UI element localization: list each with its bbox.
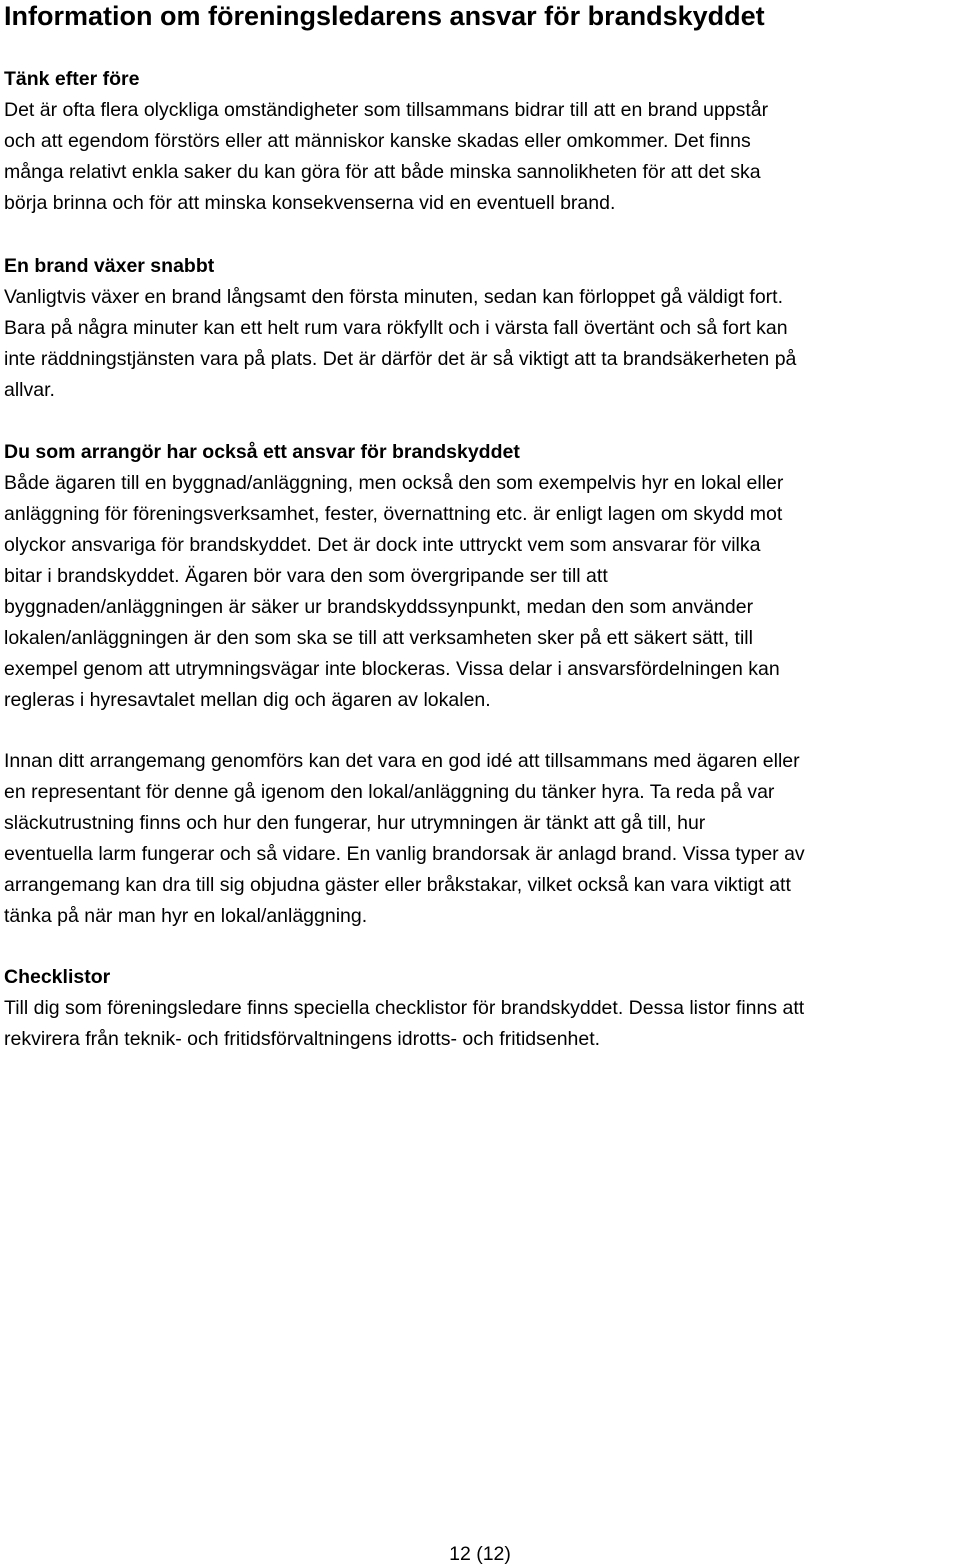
section-heading: Tänk efter före (4, 68, 140, 90)
section-before-event (4, 746, 958, 932)
paragraph-line: rekvirera från teknik- och fritidsförvaltningens idrotts- och fritidsenhet. (4, 1028, 601, 1050)
paragraph-line: en representant för denne gå igenom den lokal/anläggning du tänker hyra. Ta reda på var (4, 781, 775, 803)
paragraph-line: eventuella larm fungerar och så vidare. En vanlig brandorsak är anlagd brand. Vissa typer av (4, 843, 805, 865)
section-heading: Checklistor (4, 966, 111, 988)
section-checklists (4, 962, 958, 1055)
paragraph-line: regleras i hyresavtalet mellan dig och ägaren av lokalen. (4, 689, 491, 711)
paragraph-line: Till dig som föreningsledare finns speciella checklistor för brandskyddet. Dessa listor finns att (4, 997, 805, 1019)
section-paragraph (4, 746, 958, 932)
paragraph-line: olyckor ansvariga för brandskyddet. Det är dock inte uttryckt vem som ansvarar för vilka (4, 534, 761, 556)
paragraph-line: allvar. (4, 379, 55, 401)
section-paragraph (4, 993, 958, 1055)
section-fire-grows-fast (4, 251, 958, 406)
page-title: Information om föreningsledarens ansvar för brandskyddet (4, 1, 765, 31)
section-paragraph (4, 95, 958, 219)
paragraph-line: lokalen/anläggningen är den som ska se till att verksamheten sker på ett säkert sätt, till (4, 627, 753, 649)
paragraph-line: bitar i brandskyddet. Ägaren bör vara den som övergripande ser till att (4, 565, 608, 587)
paragraph-line: exempel genom att utrymningsvägar inte blockeras. Vissa delar i ansvarsfördelningen kan (4, 658, 780, 680)
section-heading: En brand växer snabbt (4, 255, 215, 277)
paragraph-line: arrangemang kan dra till sig objudna gäster eller bråkstakar, vilket också kan vara viktigt att (4, 874, 791, 896)
paragraph-line: byggnaden/anläggningen är säker ur brandskyddssynpunkt, medan den som använder (4, 596, 754, 618)
section-heading: Du som arrangör har också ett ansvar för brandskyddet (4, 441, 520, 463)
paragraph-line: Bara på några minuter kan ett helt rum vara rökfyllt och i värsta fall övertänt och så fort kan (4, 317, 788, 339)
section-paragraph (4, 468, 958, 716)
paragraph-line: Innan ditt arrangemang genomförs kan det vara en god idé att tillsammans med ägaren eller (4, 750, 800, 772)
paragraph-line: inte räddningstjänsten vara på plats. Det är därför det är så viktigt att ta brandsäkerheten på (4, 348, 797, 370)
paragraph-line: Vanligtvis växer en brand långsamt den första minuten, sedan kan förloppet gå väldigt fort. (4, 286, 784, 308)
section-organizer-responsibility (4, 437, 958, 716)
page-number: 12 (12) (449, 1543, 511, 1565)
paragraph-line: tänka på när man hyr en lokal/anläggning. (4, 905, 368, 927)
paragraph-line: släckutrustning finns och hur den fungerar, hur utrymningen är tänkt att gå till, hur (4, 812, 706, 834)
paragraph-line: många relativt enkla saker du kan göra för att både minska sannolikheten för att det ska (4, 161, 761, 183)
paragraph-line: anläggning för föreningsverksamhet, fester, övernattning etc. är enligt lagen om skydd mot (4, 503, 783, 525)
paragraph-line: Det är ofta flera olyckliga omständigheter som tillsammans bidrar till att en brand uppstår (4, 99, 769, 121)
paragraph-line: och att egendom förstörs eller att människor kanske skadas eller omkommer. Det finns (4, 130, 751, 152)
paragraph-line: Både ägaren till en byggnad/anläggning, men också den som exempelvis hyr en lokal eller (4, 472, 784, 494)
section-think-ahead (4, 64, 958, 219)
section-paragraph (4, 282, 958, 406)
paragraph-line: börja brinna och för att minska konsekvenserna vid en eventuell brand. (4, 192, 616, 214)
